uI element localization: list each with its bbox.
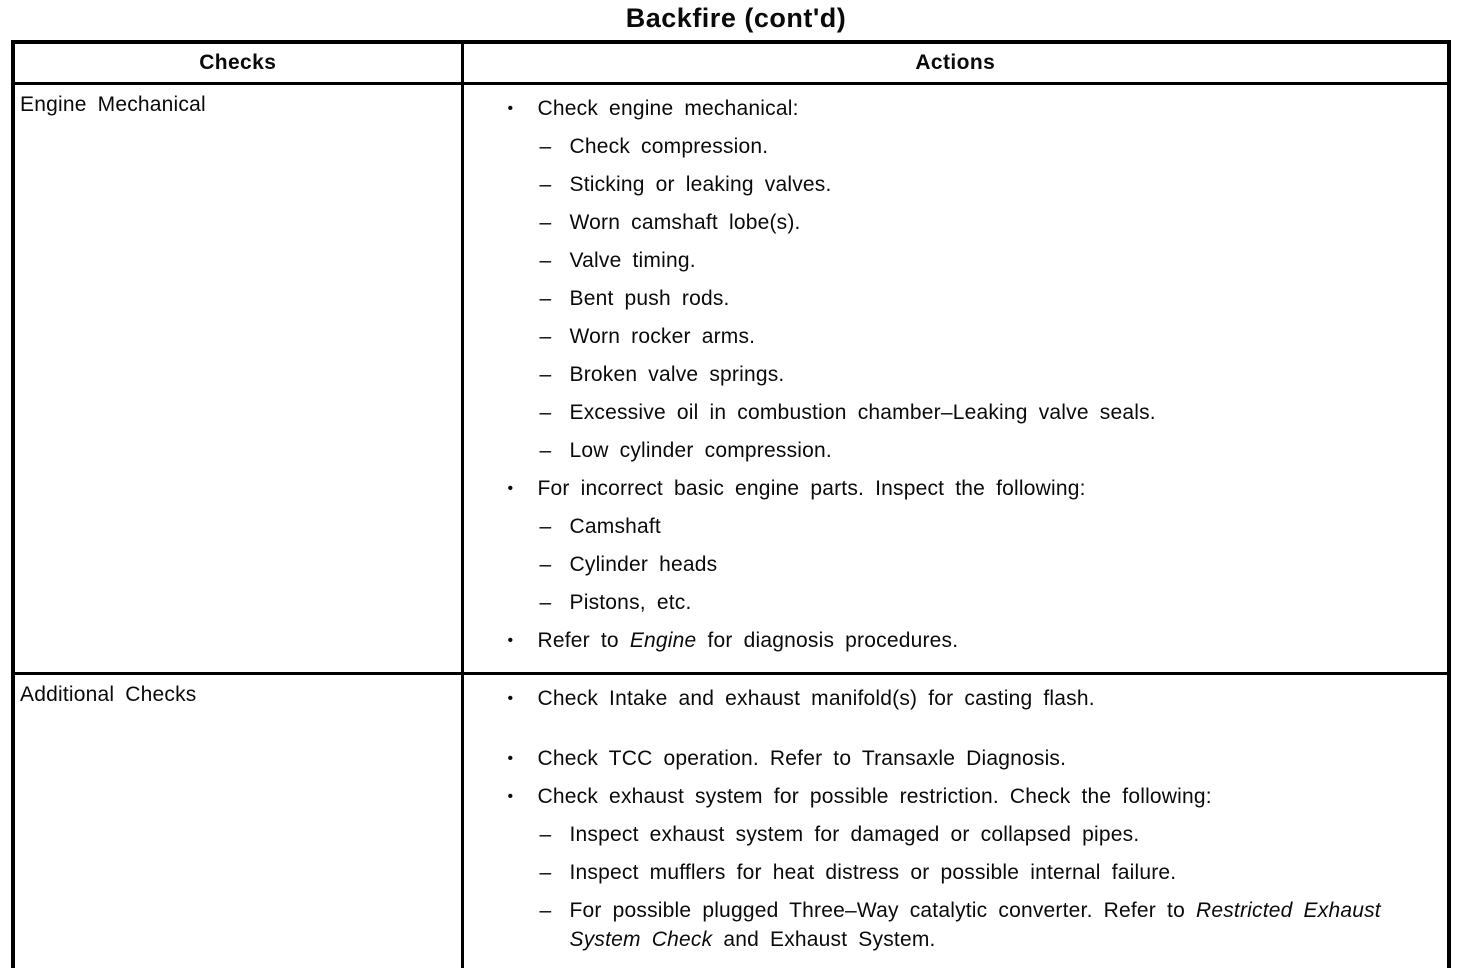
actions-cell: [462, 674, 1449, 968]
dash-marker: –: [539, 401, 552, 424]
text-segment: For incorrect basic engine parts. Inspect the following:: [537, 477, 1086, 500]
dash-marker: –: [539, 861, 552, 884]
actions-column-header: Actions: [462, 42, 1449, 84]
action-text: [538, 782, 1438, 811]
table-row: [13, 674, 1449, 968]
action-text: [570, 208, 1438, 237]
action-item: [464, 512, 1438, 541]
action-text: [538, 626, 1438, 655]
table-body: [13, 84, 1449, 968]
diagnosis-table: [11, 40, 1451, 968]
text-segment: Inspect mufflers for heat distress or possible internal failure.: [569, 861, 1177, 884]
action-item: [464, 744, 1438, 773]
action-text: [570, 132, 1438, 161]
action-item: [464, 550, 1438, 579]
text-segment: Check engine mechanical:: [537, 97, 799, 120]
action-text: [538, 94, 1438, 123]
action-item: [464, 322, 1438, 351]
action-item: [464, 896, 1438, 954]
bullet-marker: •: [507, 788, 514, 805]
bullet-marker: •: [507, 480, 514, 497]
action-text: [538, 474, 1438, 503]
text-segment: and Exhaust System.: [712, 928, 936, 951]
text-segment: Sticking or leaking valves.: [569, 173, 832, 196]
text-segment: For possible plugged Three–Way catalytic converter. Refer to: [569, 899, 1196, 922]
action-text: [570, 170, 1438, 199]
dash-marker: –: [539, 439, 552, 462]
bullet-marker: •: [507, 632, 514, 649]
action-item: [464, 170, 1438, 199]
dash-marker: –: [539, 363, 552, 386]
action-item: [464, 436, 1438, 465]
action-text: [570, 896, 1438, 954]
action-text: [570, 246, 1438, 275]
action-text: [570, 512, 1438, 541]
action-text: [570, 322, 1438, 351]
dash-marker: –: [539, 249, 552, 272]
dash-marker: –: [539, 553, 552, 576]
dash-marker: –: [539, 515, 552, 538]
action-item: [464, 588, 1438, 617]
text-segment: Check compression.: [569, 135, 769, 158]
text-segment: Check Intake and exhaust manifold(s) for casting flash.: [537, 687, 1095, 710]
check-cell: Engine Mechanical: [13, 84, 462, 674]
bullet-marker: •: [507, 690, 514, 707]
text-segment: Inspect exhaust system for damaged or collapsed pipes.: [569, 823, 1140, 846]
action-text: [570, 858, 1438, 887]
text-segment: Valve timing.: [569, 249, 696, 272]
italic-text-segment: Engine: [629, 629, 697, 652]
text-segment: Worn rocker arms.: [569, 325, 756, 348]
action-text: [570, 436, 1438, 465]
text-segment: Check TCC operation. Refer to Transaxle Diagnosis.: [537, 747, 1067, 770]
checks-column-header: Checks: [13, 42, 462, 84]
dash-marker: –: [539, 173, 552, 196]
dash-marker: –: [539, 287, 552, 310]
action-text: [538, 744, 1438, 773]
dash-marker: –: [539, 823, 552, 846]
action-text: [538, 684, 1438, 713]
action-text: [570, 820, 1438, 849]
text-segment: Bent push rods.: [569, 287, 730, 310]
action-item: [464, 858, 1438, 887]
dash-marker: –: [539, 211, 552, 234]
action-item: [464, 684, 1438, 713]
table-header-row: [13, 42, 1449, 84]
action-text: [570, 398, 1438, 427]
action-item: [464, 284, 1438, 313]
action-text: [570, 284, 1438, 313]
dash-marker: –: [539, 325, 552, 348]
action-item: [464, 360, 1438, 389]
text-segment: Refer to: [537, 629, 630, 652]
text-segment: Cylinder heads: [569, 553, 718, 576]
action-text: [570, 360, 1438, 389]
action-item: [464, 820, 1438, 849]
action-text: [570, 588, 1438, 617]
text-segment: Broken valve springs.: [569, 363, 785, 386]
actions-cell: [462, 84, 1449, 674]
action-text: [570, 550, 1438, 579]
action-item: [464, 474, 1438, 503]
action-item: [464, 208, 1438, 237]
text-segment: Low cylinder compression.: [569, 439, 832, 462]
text-segment: Excessive oil in combustion chamber–Leaking valve seals.: [569, 401, 1156, 424]
action-item: [464, 626, 1438, 655]
table-row: [13, 84, 1449, 674]
action-item: [464, 246, 1438, 275]
check-cell: Additional Checks: [13, 674, 462, 968]
text-segment: Worn camshaft lobe(s).: [569, 211, 801, 234]
bullet-marker: •: [507, 750, 514, 767]
text-segment: Camshaft: [569, 515, 661, 538]
dash-marker: –: [539, 135, 552, 158]
dash-marker: –: [539, 899, 552, 922]
text-segment: Pistons, etc.: [569, 591, 692, 614]
page-title: Backfire (cont'd): [625, 3, 847, 33]
action-item: [464, 94, 1438, 123]
text-segment: for diagnosis procedures.: [696, 629, 959, 652]
bullet-marker: •: [507, 100, 514, 117]
action-item: [464, 782, 1438, 811]
text-segment: Check exhaust system for possible restriction. Check the following:: [537, 785, 1212, 808]
italic-text-segment: Restricted Exhaust System Check: [569, 899, 1381, 951]
action-item: [464, 132, 1438, 161]
action-item: [464, 398, 1438, 427]
dash-marker: –: [539, 591, 552, 614]
